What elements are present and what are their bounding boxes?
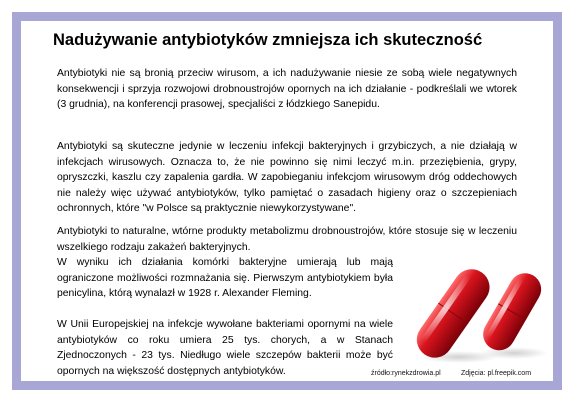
paragraph-intro: Antybiotyki nie są bronią przeciw wirusom, a ich nadużywanie niesie ze sobą wiele negatywnych konsekwencji i sprzyja rozwojowi drobnoustrojów opornych na ich działanie - podkreślali we wtorek (3 grudnia), na konferencji prasowej, specjaliści z łódzkiego Sanepidu. bbox=[57, 68, 517, 111]
page-title: Nadużywanie antybiotyków zmniejsza ich skuteczność bbox=[53, 31, 483, 49]
capsule-left bbox=[414, 262, 497, 365]
source-credit: źródło:rynekzdrowia.pl bbox=[371, 370, 441, 377]
poster-frame bbox=[12, 12, 562, 390]
paragraph-effectiveness: Antybiotyki są skuteczne jedynie w leczeniu infekcji bakteryjnych i grzybiczych, a nie działają w infekcjach wirusowych. Oznacza to, że nie powinno się nimi leczyć m.in. przeziębienia, grypy, opryszczki, kaszlu czy zapalenia gardła. W zapobieganiu infekcjom wirusowym dróg oddechowych nie należy więc używać antybiotyków, tylko pamiętać o zasadach higieny oraz o szczepieniach ochronnych, które "w Polsce są praktycznie niewykorzystywane". bbox=[57, 141, 517, 215]
paragraph-origin-end: W wyniku ich działania komórki bakteryjne umierają lub mają ograniczone możliwości rozmnażania się. Pierwszym antybiotykiem była penicylina, którą wynalazł w 1928 r. Alexander Fleming. bbox=[57, 257, 393, 300]
paragraph-origin-start: Antybiotyki to naturalne, wtórne produkty metabolizmu drobnoustrojów, które stosuje się w leczeniu wszelkiego rodzaju zakażeń bakteryjnych. bbox=[57, 226, 517, 253]
red-capsules-image bbox=[414, 259, 549, 366]
photo-credit: Zdjęcia: pl.freepik.com bbox=[461, 370, 532, 377]
paragraph-statistics: W Unii Europejskiej na infekcje wywołane bakteriami opornymi na wiele antybiotyków co roku umiera 25 tys. chorych, a w Stanach Zjednoczonych - 23 tys. Niedługo wiele szczepów bakterii może być opornych na większość dostępnych antybiotyków. bbox=[57, 319, 393, 377]
capsule-shadow bbox=[480, 347, 548, 359]
